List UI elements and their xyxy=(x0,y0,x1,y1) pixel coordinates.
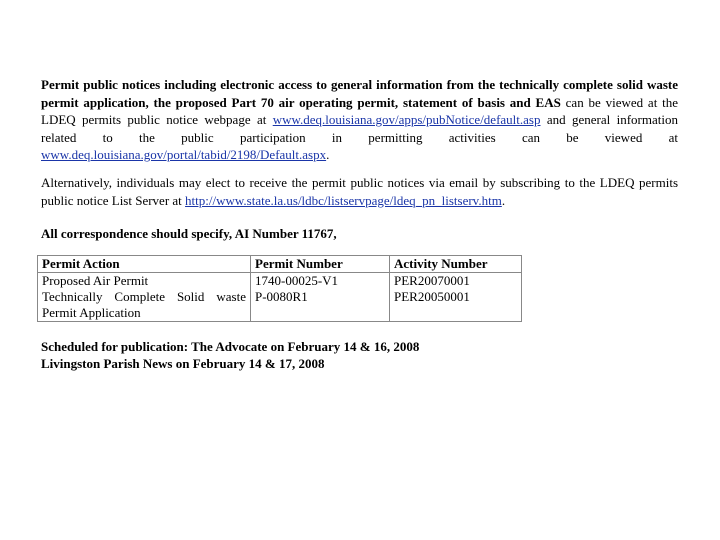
cell-activity-number xyxy=(390,305,522,322)
header-permit-action: Permit Action xyxy=(38,256,251,273)
table-row xyxy=(38,305,522,322)
notice-text-1: can be viewed at the LDEQ permits public notice webpage at xyxy=(41,94,678,127)
permit-table xyxy=(37,255,522,322)
listserv-text-1: Alternatively, individuals may elect to receive the permit public notices via email by subscribing to the LDEQ permits public notice List Server at xyxy=(41,175,678,208)
public-notice-paragraph xyxy=(41,76,678,164)
header-activity-number: Activity Number xyxy=(390,256,522,273)
cell-activity-number: PER20070001 xyxy=(390,273,522,290)
schedule-line-livingston: Livingston Parish News on February 14 & 17, 2008 xyxy=(41,356,325,371)
cell-permit-number xyxy=(251,305,390,322)
correspondence-line: All correspondence should specify, AI Number 11767, xyxy=(41,226,337,241)
pubnotice-webpage-link[interactable]: www.deq.louisiana.gov/apps/pubNotice/default.asp xyxy=(272,112,541,127)
notice-intro-bold: Permit public notices including electronic access to general information from the technically complete solid waste permit application, the proposed Part 70 air operating permit, statement of basis and EAS xyxy=(41,77,678,110)
table-row xyxy=(38,289,522,305)
cell-activity-number: PER20050001 xyxy=(390,289,522,305)
notice-text-3: . xyxy=(326,147,330,162)
cell-permit-number: 1740-00025-V1 xyxy=(251,273,390,290)
listserv-text-2: . xyxy=(501,192,506,208)
listserv-link[interactable]: http://www.state.la.us/ldbc/listservpage/ldeq_pn_listserv.htm xyxy=(185,192,502,208)
table-row xyxy=(38,273,522,290)
cell-permit-action: Proposed Air Permit xyxy=(38,273,251,290)
cell-permit-action: Technically Complete Solid waste xyxy=(38,289,251,305)
cell-permit-action: Permit Application xyxy=(38,305,251,322)
cell-permit-number: P-0080R1 xyxy=(251,289,390,305)
public-participation-link[interactable]: www.deq.louisiana.gov/portal/tabid/2198/Default.aspx xyxy=(41,147,327,162)
publication-schedule xyxy=(41,338,678,372)
table-header-row xyxy=(38,256,522,273)
schedule-line-advocate: Scheduled for publication: The Advocate on February 14 & 16, 2008 xyxy=(41,339,420,354)
notice-text-2: and general information related to the public participation in permitting activities can be viewed at xyxy=(41,112,678,145)
header-permit-number: Permit Number xyxy=(251,256,390,273)
listserv-paragraph xyxy=(41,174,678,209)
